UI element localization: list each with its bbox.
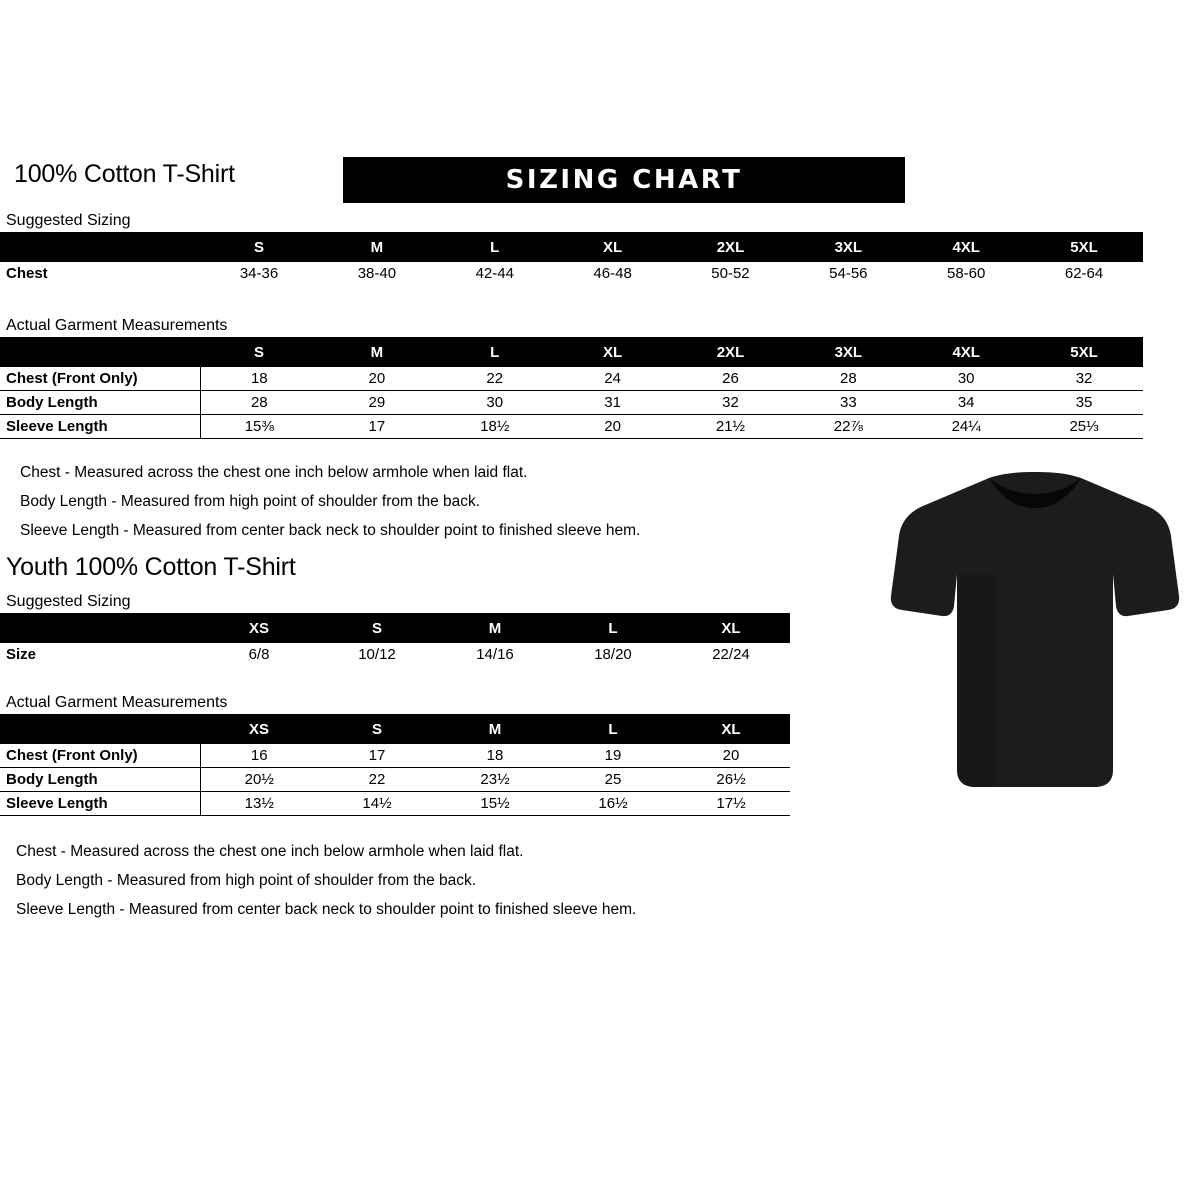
table-cell: 28 xyxy=(200,391,318,415)
adult-actual-measurements-label: Actual Garment Measurements xyxy=(6,317,228,334)
youth-actual-measurements-table xyxy=(0,714,790,816)
column-header: XS xyxy=(200,613,318,643)
youth-suggested-sizing-table xyxy=(0,613,790,666)
table-corner-cell xyxy=(0,613,200,643)
table-cell: 31 xyxy=(554,391,672,415)
table-cell: 33 xyxy=(789,391,907,415)
youth-section-title: Youth 100% Cotton T-Shirt xyxy=(6,553,296,581)
table-cell: 17½ xyxy=(672,792,790,816)
table-cell: 16½ xyxy=(554,792,672,816)
table-row xyxy=(0,415,1143,439)
column-header: 2XL xyxy=(672,232,790,262)
row-label: Sleeve Length xyxy=(0,415,200,439)
table-cell: 16 xyxy=(200,744,318,768)
table-cell: 29 xyxy=(318,391,436,415)
table-cell: 22⅞ xyxy=(789,415,907,439)
table-cell: 14½ xyxy=(318,792,436,816)
table-cell: 13½ xyxy=(200,792,318,816)
column-header: 4XL xyxy=(907,232,1025,262)
table-cell: 18 xyxy=(200,367,318,391)
column-header: 3XL xyxy=(789,232,907,262)
table-cell: 34 xyxy=(907,391,1025,415)
table-row xyxy=(0,768,790,792)
table-cell: 20 xyxy=(554,415,672,439)
column-header: L xyxy=(554,714,672,744)
table-cell: 15½ xyxy=(436,792,554,816)
row-label: Body Length xyxy=(0,768,200,792)
sizing-chart-banner-label: SIZING CHART xyxy=(505,165,743,195)
table-cell: 42-44 xyxy=(475,265,514,282)
table-header-row xyxy=(0,337,1143,367)
tshirt-icon xyxy=(885,470,1185,800)
table-cell: 14/16 xyxy=(476,646,514,663)
adult-suggested-sizing-label: Suggested Sizing xyxy=(6,212,131,229)
table-corner-cell xyxy=(0,337,200,367)
column-header: S xyxy=(200,232,318,262)
column-header: L xyxy=(554,613,672,643)
column-header: XL xyxy=(672,613,790,643)
adult-actual-measurements-table xyxy=(0,337,1143,439)
adult-suggested-sizing-table xyxy=(0,232,1143,285)
table-corner-cell xyxy=(0,714,200,744)
column-header: M xyxy=(436,613,554,643)
row-label: Size xyxy=(6,646,37,663)
table-cell: 20 xyxy=(672,744,790,768)
table-cell: 46-48 xyxy=(593,265,632,282)
table-cell: 18/20 xyxy=(594,646,632,663)
table-cell: 19 xyxy=(554,744,672,768)
row-label: Chest (Front Only) xyxy=(0,367,200,391)
table-cell: 62-64 xyxy=(1064,265,1104,282)
column-header: M xyxy=(436,714,554,744)
table-cell: 35 xyxy=(1025,391,1143,415)
sizing-chart-banner xyxy=(343,157,905,203)
youth-note-body-length: Body Length - Measured from high point of shoulder from the back. xyxy=(16,872,477,889)
table-cell: 24 xyxy=(554,367,672,391)
youth-actual-measurements-label: Actual Garment Measurements xyxy=(6,694,228,711)
table-cell: 25 xyxy=(554,768,672,792)
table-cell: 23½ xyxy=(436,768,554,792)
column-header: S xyxy=(318,714,436,744)
table-row xyxy=(0,792,790,816)
table-row xyxy=(0,262,1143,285)
table-cell: 25⅓ xyxy=(1025,415,1143,439)
table-cell: 22 xyxy=(318,768,436,792)
youth-note-sleeve-length: Sleeve Length - Measured from center back neck to shoulder point to finished sleeve hem. xyxy=(16,901,637,918)
table-cell: 30 xyxy=(436,391,554,415)
table-cell: 22/24 xyxy=(712,646,750,663)
table-cell: 20½ xyxy=(200,768,318,792)
table-cell: 34-36 xyxy=(239,265,279,282)
table-cell: 30 xyxy=(907,367,1025,391)
column-header: 3XL xyxy=(789,337,907,367)
adult-note-sleeve-length: Sleeve Length - Measured from center back neck to shoulder point to finished sleeve hem. xyxy=(20,522,641,539)
youth-suggested-sizing-label: Suggested Sizing xyxy=(6,593,131,610)
table-cell: 15⅜ xyxy=(200,415,318,439)
column-header: S xyxy=(318,613,436,643)
table-cell: 18 xyxy=(436,744,554,768)
column-header: M xyxy=(318,337,436,367)
youth-note-chest: Chest - Measured across the chest one inch below armhole when laid flat. xyxy=(16,843,524,860)
table-cell: 10/12 xyxy=(358,646,396,663)
table-cell: 32 xyxy=(1025,367,1143,391)
table-cell: 28 xyxy=(789,367,907,391)
table-cell: 32 xyxy=(672,391,790,415)
column-header: S xyxy=(200,337,318,367)
page-title: 100% Cotton T-Shirt xyxy=(14,160,235,188)
column-header: XL xyxy=(554,232,672,262)
table-cell: 58-60 xyxy=(947,265,986,282)
column-header: XS xyxy=(200,714,318,744)
column-header: XL xyxy=(554,337,672,367)
document-header xyxy=(8,160,898,200)
table-cell: 20 xyxy=(318,367,436,391)
table-cell: 17 xyxy=(318,415,436,439)
column-header: 5XL xyxy=(1025,232,1143,262)
table-cell: 21½ xyxy=(672,415,790,439)
adult-note-chest: Chest - Measured across the chest one inch below armhole when laid flat. xyxy=(20,464,528,481)
table-header-row xyxy=(0,232,1143,262)
table-cell: 17 xyxy=(318,744,436,768)
column-header: 4XL xyxy=(907,337,1025,367)
table-cell: 38-40 xyxy=(357,265,397,282)
column-header: M xyxy=(318,232,436,262)
table-cell: 26 xyxy=(672,367,790,391)
table-cell: 6/8 xyxy=(248,646,270,663)
column-header: L xyxy=(436,337,554,367)
table-row xyxy=(0,367,1143,391)
table-cell: 54-56 xyxy=(829,265,868,282)
table-row xyxy=(0,391,1143,415)
table-cell: 18½ xyxy=(436,415,554,439)
table-cell: 50-52 xyxy=(711,265,750,282)
column-header: 2XL xyxy=(672,337,790,367)
row-label: Sleeve Length xyxy=(0,792,200,816)
adult-note-body-length: Body Length - Measured from high point of shoulder from the back. xyxy=(20,493,481,510)
column-header: 5XL xyxy=(1025,337,1143,367)
column-header: L xyxy=(436,232,554,262)
table-cell: 24¼ xyxy=(907,415,1025,439)
row-label: Chest (Front Only) xyxy=(0,744,200,768)
table-header-row xyxy=(0,613,790,643)
table-header-row xyxy=(0,714,790,744)
table-row xyxy=(0,643,790,666)
table-row xyxy=(0,744,790,768)
tshirt-illustration xyxy=(885,470,1185,800)
table-cell: 22 xyxy=(436,367,554,391)
column-header: XL xyxy=(672,714,790,744)
table-cell: 26½ xyxy=(672,768,790,792)
row-label: Body Length xyxy=(0,391,200,415)
row-label: Chest xyxy=(6,265,48,282)
table-corner-cell xyxy=(0,232,200,262)
